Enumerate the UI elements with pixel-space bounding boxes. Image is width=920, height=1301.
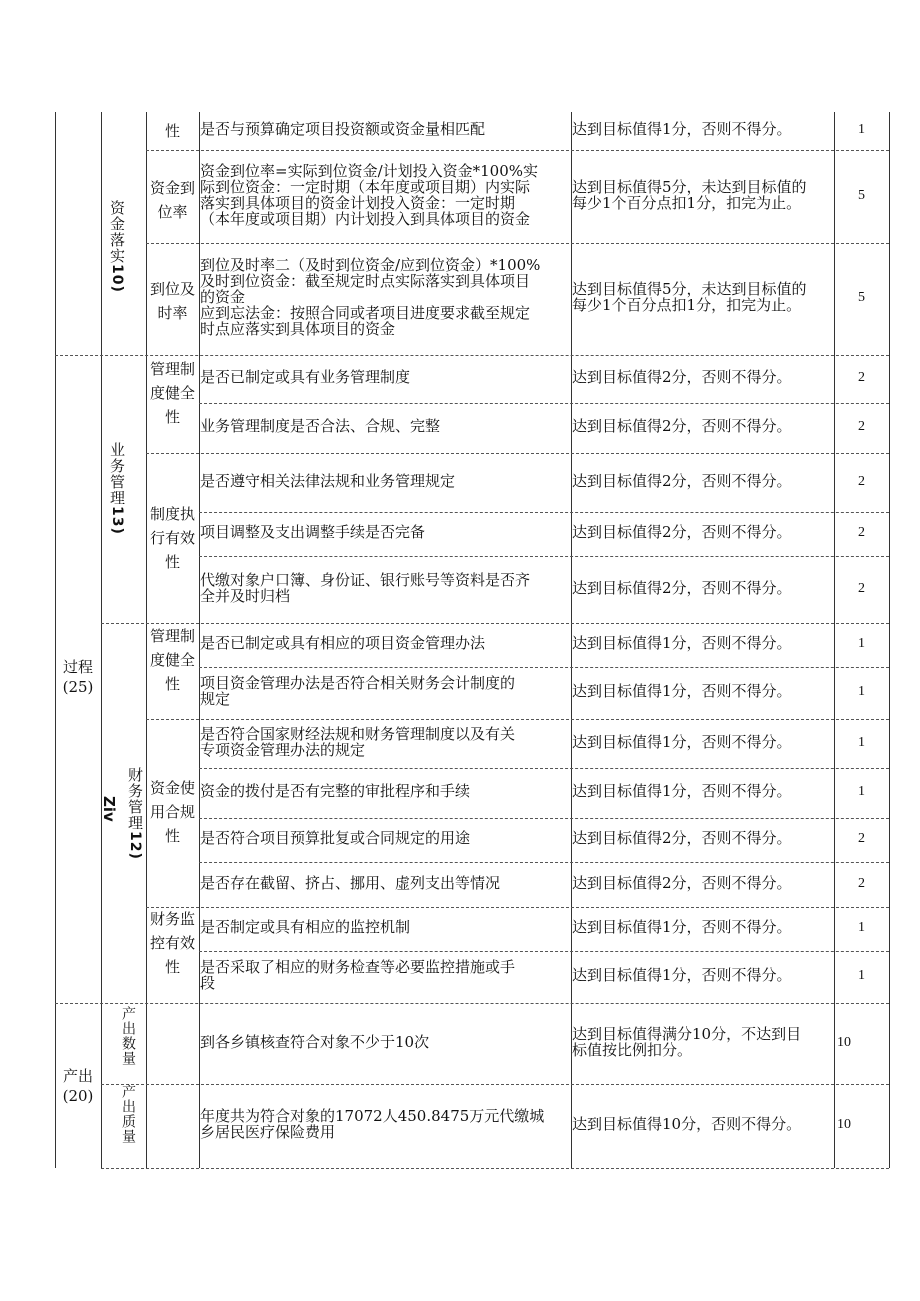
standard-line: 达到目标值得1分，否则不得分。 [572,120,792,138]
row-line [101,1168,889,1169]
table-cell-content [200,257,540,337]
table-cell-content [200,675,515,707]
indicator-fin-monitor: 财务监 控有效 性 [149,910,195,976]
standard-line: 达到目标值得2分，否则不得分。 [572,578,792,597]
table-cell-content [200,572,530,604]
table-cell-standard [572,1116,801,1132]
standard-line: 标值按比例扣分。 [572,1040,693,1059]
content-line: 时点应落实到具体项目的资金 [200,320,396,338]
content-line: 乡居民医疗保险费用 [200,1123,336,1141]
table-cell-content [200,1108,544,1140]
table-cell-standard [572,830,792,846]
content-line: 的资金 [200,288,246,306]
row-line [146,453,889,454]
dimension-business-label: 业务管理13) [108,442,126,535]
table-cell-score: 2 [858,875,865,891]
table-cell-content [200,830,470,846]
row-line [146,150,889,151]
table-cell-score: 5 [858,187,865,203]
table-cell-score: 5 [858,290,865,305]
dimension-output-qty-label: 产出数量 [120,1006,136,1066]
row-line [199,667,889,668]
row-line [101,1084,889,1085]
content-line: 代缴对象户口簿、身份证、银行账号等资料是否齐 [200,570,531,589]
indicator-fin-system: 管理制 度健全 性 [149,627,195,693]
table-cell-score: 2 [858,525,865,540]
table-cell-standard [572,281,807,313]
column-line [101,112,102,1168]
dimension-fund-label: 资金落实10) [108,200,126,293]
table-border-right [889,112,890,1168]
table-cell-content [200,163,538,227]
content-line: 到位及时率二（及时到位资金/应到位资金）*100% [200,256,541,274]
table-cell-standard [572,121,792,137]
table-cell-score: 2 [858,831,865,846]
table-cell-standard [572,683,792,699]
content-line: 是否存在截留、挤占、挪用、虚列支出等情况 [200,873,501,892]
table-cell-standard [572,919,792,935]
content-line: 规定 [200,690,231,708]
table-cell-standard [572,179,807,211]
table-cell-standard [572,369,792,385]
standard-line: 达到目标值得2分，否则不得分。 [572,523,792,541]
content-line: 是否符合国家财经法规和财务管理制度以及有关 [200,724,516,743]
table-cell-standard [572,1026,801,1058]
indicator-biz-exec: 制度执 行有效 性 [149,505,195,571]
table-cell-standard [572,635,792,651]
table-cell-content [200,635,485,651]
content-line: 是否已制定或具有业务管理制度 [200,368,411,386]
table-cell-score: 1 [858,784,865,799]
table-cell-content [200,369,410,385]
table-cell-content [200,524,425,540]
content-line: 全并及时归档 [200,586,291,605]
content-line: 资金的拨付是否有完整的审批程序和手续 [200,782,471,800]
standard-line: 达到目标值得2分，否则不得分。 [572,829,792,847]
row-line [199,818,889,819]
content-line: 是否与预算确定项目投资额或资金量相匹配 [200,120,486,138]
content-line: （本年度或项目期）内计划投入到具体项目的资金 [200,209,531,228]
table-cell-content [200,959,515,991]
group-output-label: 产出 (20) [62,1067,94,1105]
standard-line: 达到目标值得2分，否则不得分。 [572,417,792,435]
content-line: 是否采取了相应的财务检查等必要监控措施或手 [200,958,516,976]
content-line: 是否符合项目预算批复或合同规定的用途 [200,829,471,847]
table-cell-score: 1 [858,734,865,750]
standard-line: 达到目标值得1分，否则不得分。 [572,682,792,700]
standard-line: 达到目标值得1分，否则不得分。 [572,732,792,751]
row-line [199,862,889,863]
standard-line: 达到目标值得满分10分，不达到目 [572,1024,802,1043]
standard-line: 达到目标值得1分，否则不得分。 [572,634,792,652]
indicator-fin-use: 资金使 用合规 性 [149,779,195,845]
standard-line: 达到目标值得1分，否则不得分。 [572,918,792,936]
table-cell-standard [572,524,792,540]
table-cell-standard [572,418,792,434]
content-line: 落实到具体项目的资金计划投入资金：一定时期 [200,193,516,212]
content-line: 资金到位率=实际到位资金/计划投入资金*100%实 [200,161,539,180]
table-cell-score: 10 [837,1034,851,1050]
table-cell-standard [572,783,792,799]
row-line [199,768,889,769]
table-cell-content [200,121,485,137]
table-cell-content [200,875,500,891]
content-line: 是否制定或具有相应的监控机制 [200,918,411,936]
standard-line: 达到目标值得5分，未达到目标值的 [572,280,807,298]
table-border-left [55,112,56,1168]
indicator-arrival-rate: 资金到 位率 [149,179,195,221]
content-line: 际到位资金：一定时期（本年度或项目期）内实际 [200,177,531,196]
row-line [199,512,889,513]
dimension-output-quality-label: 产出质量 [120,1084,136,1144]
table-cell-content [200,473,455,489]
content-line: 及时到位资金：截至规定时点实际落实到具体项目 [200,272,531,290]
table-cell-content [200,418,440,434]
table-cell-score: 1 [858,920,865,935]
table-cell-content [200,1034,429,1050]
content-line: 业务管理制度是否合法、合规、完整 [200,417,441,435]
row-line [55,355,889,356]
table-cell-score: 10 [837,1117,851,1132]
table-cell-score: 2 [858,370,865,385]
table-cell-standard [572,473,792,489]
table-cell-content [200,783,470,799]
table-cell-score: 1 [858,968,865,983]
standard-line: 达到目标值得10分，否则不得分。 [572,1115,802,1133]
indicator-biz-system: 管理制 度健全 性 [149,360,195,426]
table-cell-score: 1 [858,684,865,699]
dimension-finance-label: 财务管理12) [126,767,144,860]
standard-line: 达到目标值得2分，否则不得分。 [572,368,792,386]
table-cell-standard [572,967,792,983]
group-process-label: 过程 (25) [62,658,94,696]
row-line [199,556,889,557]
row-line [199,403,889,404]
standard-line: 达到目标值得2分，否则不得分。 [572,471,792,490]
table-cell-standard [572,875,792,891]
table-cell-score: 2 [858,580,865,596]
row-line [146,719,889,720]
standard-line: 达到目标值得5分，未达到目标值的 [572,177,807,196]
content-line: 到各乡镇核查符合对象不少于10次 [200,1032,430,1051]
row-line [55,1003,889,1004]
standard-line: 每少1个百分点扣1分，扣完为止。 [572,296,802,314]
table-cell-score: 1 [858,636,865,651]
content-line: 项目资金管理办法是否符合相关财务会计制度的 [200,674,516,692]
dimension-finance-extra: Ziv [100,796,118,822]
standard-line: 达到目标值得2分，否则不得分。 [572,873,792,892]
standard-line: 每少1个百分点扣1分，扣完为止。 [572,193,802,212]
indicator-label: 性 [164,122,180,140]
content-line: 专项资金管理办法的规定 [200,740,366,759]
content-line: 是否遵守相关法律法规和业务管理规定 [200,471,456,490]
table-cell-score: 2 [858,473,865,489]
standard-line: 达到目标值得1分，否则不得分。 [572,782,792,800]
table-cell-content [200,919,410,935]
row-line [101,623,889,624]
table-cell-score: 2 [858,419,865,434]
table-cell-content [200,726,515,758]
content-line: 段 [200,974,216,992]
content-line: 是否已制定或具有相应的项目资金管理办法 [200,634,486,652]
content-line: 应到忘法金：按照合同或者项目进度要求截至规定 [200,304,531,322]
content-line: 项目调整及支出调整手续是否完备 [200,523,426,541]
content-line: 年度共为符合对象的17072人450.8475万元代缴城 [200,1107,545,1125]
table-cell-standard [572,580,792,596]
row-line [199,951,889,952]
row-line [146,243,889,244]
standard-line: 达到目标值得1分，否则不得分。 [572,966,792,984]
row-line [146,907,889,908]
table-cell-standard [572,734,792,750]
indicator-timely-rate: 到位及 时率 [149,280,195,322]
table-cell-score: 1 [858,122,865,137]
